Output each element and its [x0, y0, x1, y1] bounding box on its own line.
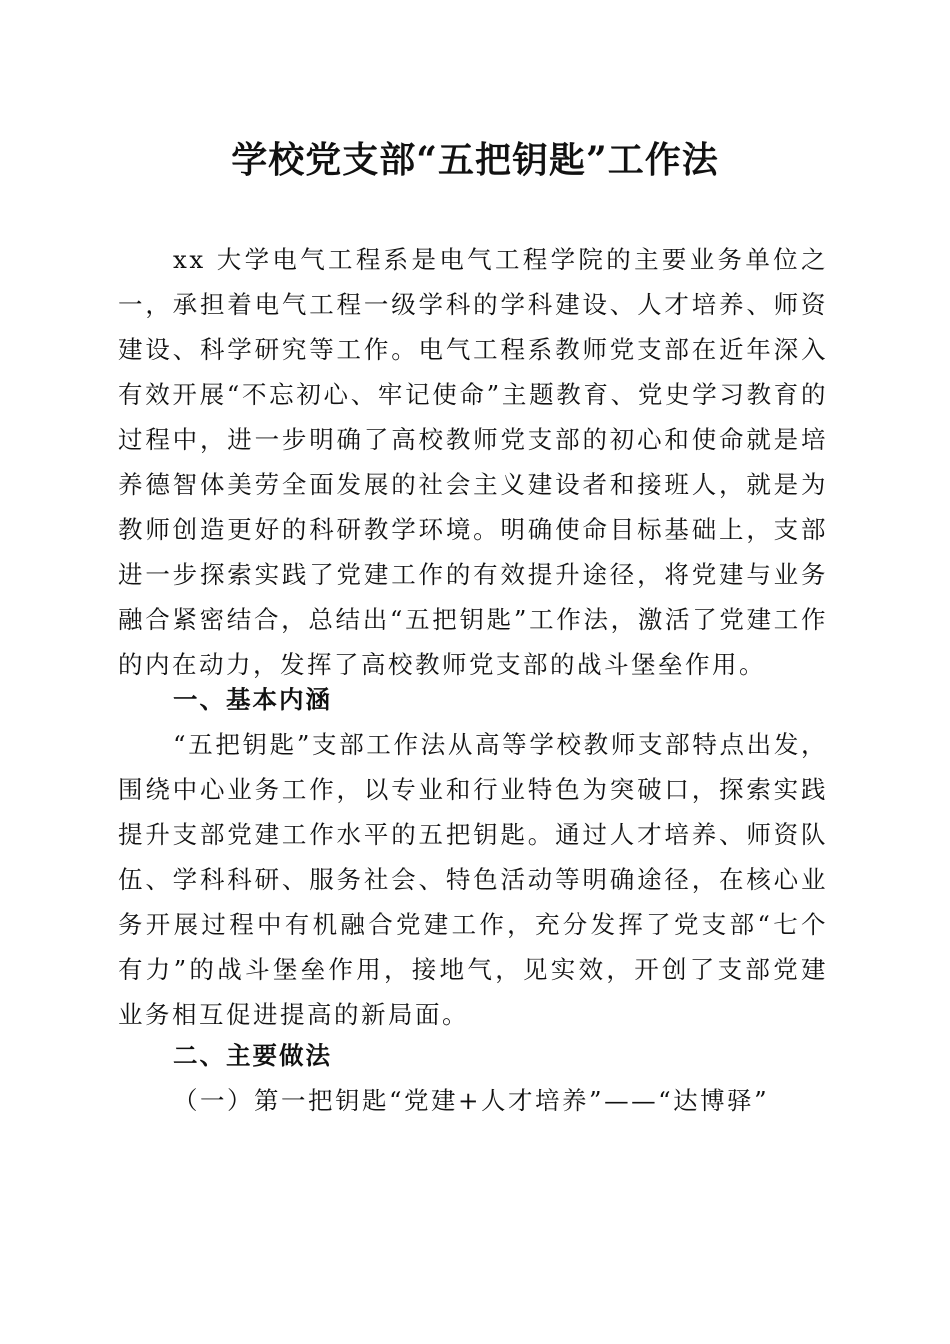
subsection-heading-first-key: （一）第一把钥匙“党建+人才培养”——“达博驿” [173, 1086, 770, 1115]
section-paragraph-basic: “五把钥匙”支部工作法从高等学校教师支部特点出发，围绕中心业务工作，以专业和行业特色为突破口，探索实践提升支部党建工作水平的五把钥匙。通过人才培养、师资队伍、学科科研、服务社会、特色活动等明确途径，在核心业务开展过程中有机融合党建工作，充分发挥了党支部“七个有力”的战斗堡垒作用，接地气，见实效，开创了支部党建业务相互促进提高的新局面。 [118, 730, 828, 1029]
section-heading-basic: 一、基本内涵 [173, 685, 332, 714]
intro-paragraph: xx 大学电气工程系是电气工程学院的主要业务单位之一，承担着电气工程一级学科的学科建设、人才培养、师资建设、科学研究等工作。电气工程系教师党支部在近年深入有效开展“不忘初心、牢记使命”主题教育、党史学习教育的过程中，进一步明确了高校教师党支部的初心和使命就是培养德智体美劳全面发展的社会主义建设者和接班人，就是为教师创造更好的科研教学环境。明确使命目标基础上，支部进一步探索实践了党建工作的有效提升途径，将党建与业务融合紧密结合，总结出“五把钥匙”工作法，激活了党建工作的内在动力，发挥了高校教师党支部的战斗堡垒作用。 [118, 245, 828, 679]
section-heading-methods: 二、主要做法 [173, 1041, 332, 1070]
document-title: 学校党支部“五把钥匙”工作法 [231, 139, 719, 181]
